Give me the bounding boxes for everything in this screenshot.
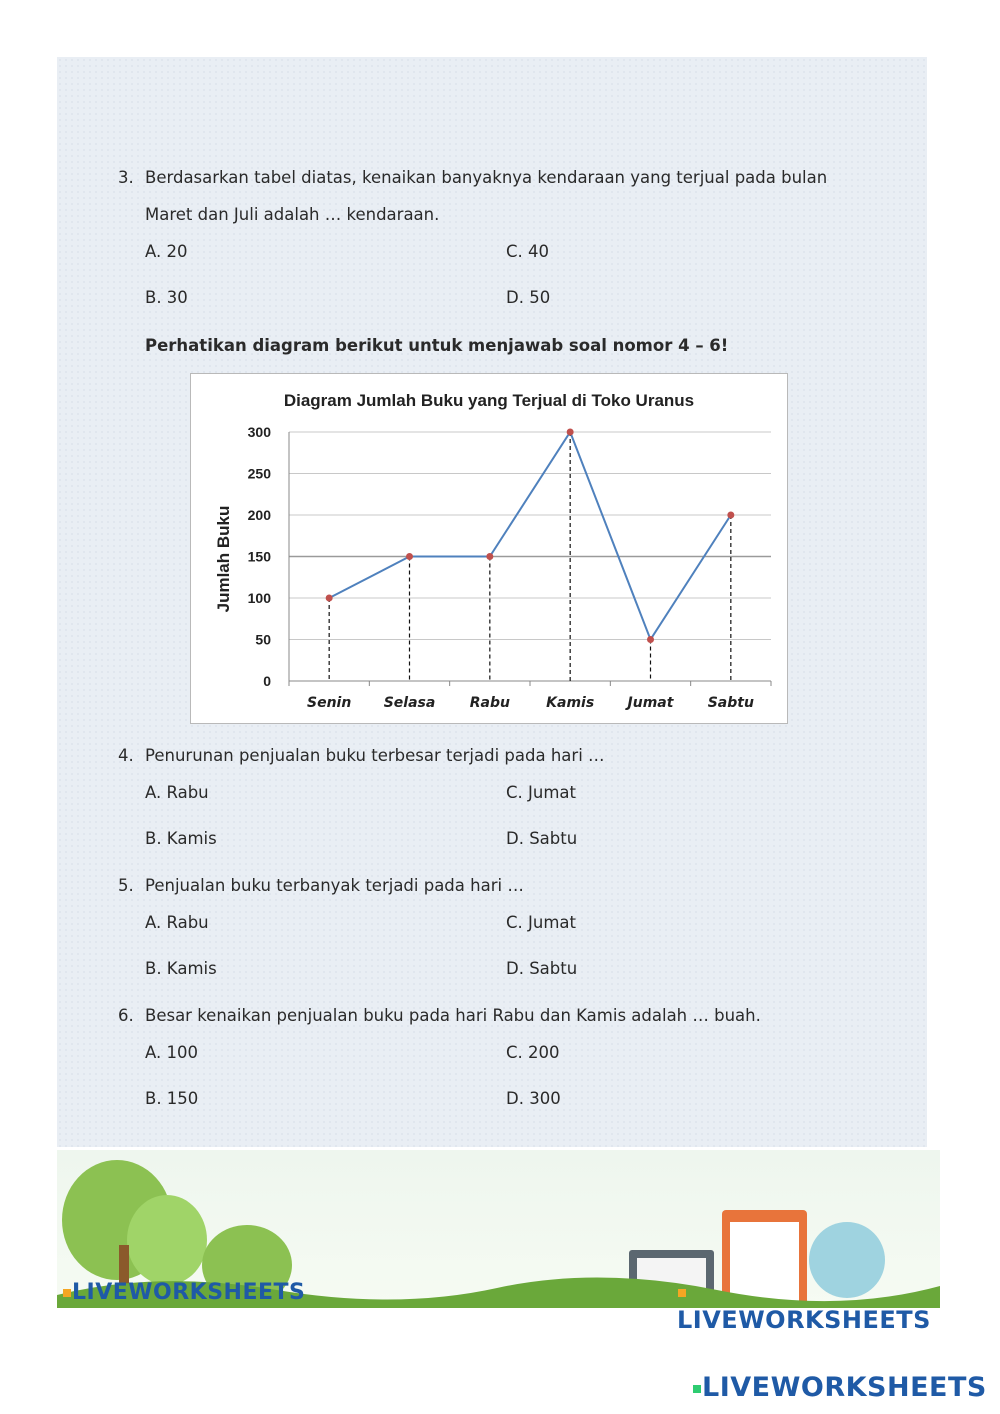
line-chart bbox=[191, 374, 787, 723]
q3-option-a[interactable]: A. 20 bbox=[145, 242, 188, 261]
q6-number: 6. bbox=[118, 1006, 134, 1025]
x-tick-label: Senin bbox=[307, 695, 352, 711]
q3-option-b[interactable]: B. 30 bbox=[145, 288, 188, 307]
x-tick-label: Selasa bbox=[383, 695, 436, 711]
logo-square-icon bbox=[63, 1289, 71, 1297]
data-point bbox=[406, 553, 413, 560]
y-tick-label: 150 bbox=[247, 548, 271, 565]
line-chart-frame bbox=[190, 373, 788, 724]
logo-left-text: LIVEWORKSHEETS bbox=[72, 1280, 306, 1305]
q4-option-b[interactable]: B. Kamis bbox=[145, 829, 217, 848]
q5-option-c[interactable]: C. Jumat bbox=[506, 913, 576, 932]
q3-option-d[interactable]: D. 50 bbox=[506, 288, 551, 307]
chart-ylabel: Jumlah Buku bbox=[214, 505, 233, 613]
q4-text: Penurunan penjualan buku terbesar terjadi pada hari … bbox=[145, 746, 605, 765]
data-point bbox=[727, 512, 734, 519]
q3-option-c[interactable]: C. 40 bbox=[506, 242, 550, 261]
x-tick-label: Rabu bbox=[469, 695, 510, 711]
y-tick-label: 200 bbox=[247, 507, 271, 523]
q4-option-d[interactable]: D. Sabtu bbox=[506, 829, 578, 848]
y-tick-label: 250 bbox=[247, 465, 271, 482]
logo-right-text: LIVEWORKSHEETS bbox=[677, 1306, 931, 1334]
y-tick-label: 50 bbox=[255, 631, 271, 648]
q6-option-a[interactable]: A. 100 bbox=[145, 1043, 198, 1062]
q5-option-d[interactable]: D. Sabtu bbox=[506, 959, 578, 978]
q5-text: Penjualan buku terbanyak terjadi pada hari … bbox=[145, 876, 524, 895]
q6-text: Besar kenaikan penjualan buku pada hari Rabu dan Kamis adalah … buah. bbox=[145, 1006, 761, 1025]
q4-number: 4. bbox=[118, 746, 134, 765]
q5-number: 5. bbox=[118, 876, 134, 895]
logo-square-icon bbox=[678, 1289, 686, 1297]
logo-page-text: LIVEWORKSHEETS bbox=[702, 1372, 987, 1403]
data-point bbox=[567, 429, 574, 436]
data-point bbox=[486, 553, 493, 560]
q4-option-c[interactable]: C. Jumat bbox=[506, 783, 576, 802]
footer-illustration bbox=[57, 1150, 940, 1334]
q6-option-d[interactable]: D. 300 bbox=[506, 1089, 561, 1108]
liveworksheets-logo-right bbox=[677, 1278, 940, 1334]
q3-text-line1: Berdasarkan tabel diatas, kenaikan banyaknya kendaraan yang terjual pada bulan bbox=[145, 168, 828, 187]
y-tick-label: 100 bbox=[247, 590, 271, 606]
chart-title: Diagram Jumlah Buku yang Terjual di Toko Uranus bbox=[283, 391, 695, 410]
x-tick-label: Jumat bbox=[627, 695, 674, 711]
q3-text-line2: Maret dan Juli adalah … kendaraan. bbox=[145, 205, 440, 224]
q6-option-b[interactable]: B. 150 bbox=[145, 1089, 199, 1108]
x-tick-label: Kamis bbox=[546, 695, 595, 711]
liveworksheets-logo-left bbox=[62, 1280, 305, 1305]
data-point bbox=[326, 595, 333, 602]
q5-option-b[interactable]: B. Kamis bbox=[145, 959, 217, 978]
data-point bbox=[647, 636, 654, 643]
q4-option-a[interactable]: A. Rabu bbox=[145, 783, 209, 802]
liveworksheets-logo-page[interactable] bbox=[692, 1372, 987, 1403]
instruction-text: Perhatikan diagram berikut untuk menjawab soal nomor 4 – 6! bbox=[145, 336, 729, 355]
tree-icon bbox=[127, 1195, 207, 1285]
y-tick-label: 300 bbox=[247, 424, 271, 440]
series-line bbox=[329, 432, 731, 640]
q5-option-a[interactable]: A. Rabu bbox=[145, 913, 209, 932]
q6-option-c[interactable]: C. 200 bbox=[506, 1043, 560, 1062]
y-tick-label: 0 bbox=[263, 673, 271, 689]
x-tick-label: Sabtu bbox=[707, 695, 754, 711]
q3-number: 3. bbox=[118, 168, 134, 187]
logo-square-icon bbox=[693, 1385, 701, 1393]
